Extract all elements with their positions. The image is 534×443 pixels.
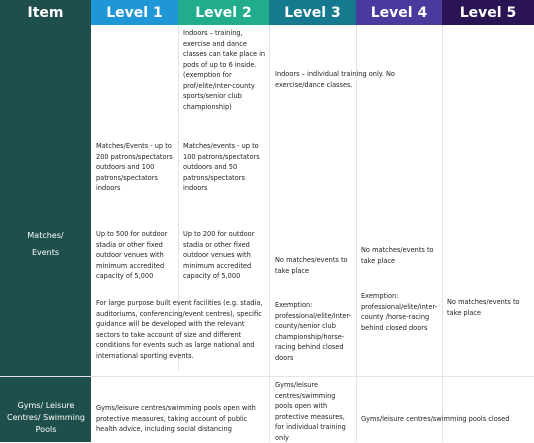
l3-exemption-cell: Exemption: professional/elite/inter-county/senior club championship/horse-racing behind closed doors: [275, 301, 352, 362]
gyms-l1-l2-cell: Gyms/leisure centres/swimming pools open with protective measures, taking account of public health advice, including social distancing: [96, 404, 256, 433]
column-divider: [442, 25, 443, 442]
gyms-l3-cell: Gyms/leisure centres/swimming pools open with protective measures, for individual training only: [275, 381, 346, 442]
row-divider: [0, 376, 534, 377]
column-divider: [269, 25, 270, 442]
l4-exemption-cell: Exemption: professional/elite/inter-county /horse-racing behind closed doors: [361, 292, 438, 332]
l2-indoors-cell: Indoors – training, exercise and dance classes can take place in pods of up to 6 inside. (exemption for prof/elite/inter-county sports/senior club championship): [183, 29, 266, 111]
l2-stadia-cell: Up to 200 for outdoor stadia or other fixed outdoor venues with minimum accredited capacity of 5,000: [183, 230, 255, 280]
row-label-line: Matches/: [27, 231, 64, 240]
row-label-gyms: Gyms/ Leisure Centres/ Swimming Pools: [7, 401, 85, 434]
header-level-2: Level 2: [178, 0, 269, 25]
header-level-4: Level 4: [356, 0, 442, 25]
row-label-line: Events: [31, 248, 60, 257]
l2-patrons-cell: Matches/events - up to 100 patrons/spectators outdoors and 50 patrons/spectators indoors: [183, 142, 260, 192]
header-level-5: Level 5: [442, 0, 534, 25]
l5-no-matches-cell: No matches/events to take place: [447, 298, 520, 317]
l1-l2-large-venues-cell: For large purpose built event facilities (e.g. stadia, auditoriums, conferencing/event centres), specific guidance will be developed with the relevant sectors to take account of size and different conditions for events such as large national and international sporting events.: [96, 299, 263, 360]
l3-l5-indoors-cell: Indoors – individual training only. No exercise/dance classes.: [275, 70, 395, 89]
l1-stadia-cell: Up to 500 for outdoor stadia or other fixed outdoor venues with minimum accredited capacity of 5,000: [96, 230, 168, 280]
l3-no-matches-cell: No matches/events to take place: [275, 256, 348, 275]
header-item: Item: [0, 0, 91, 25]
l1-patrons-cell: Matches/Events - up to 200 patrons/spectators outdoors and 100 patrons/spectators indoors: [96, 142, 173, 192]
header-level-3: Level 3: [269, 0, 356, 25]
gyms-l4-l5-cell: Gyms/leisure centres/swimming pools closed: [361, 415, 510, 423]
l4-no-matches-cell: No matches/events to take place: [361, 246, 434, 265]
header-level-1: Level 1: [91, 0, 178, 25]
row-label-matches-events: [0, 229, 91, 259]
